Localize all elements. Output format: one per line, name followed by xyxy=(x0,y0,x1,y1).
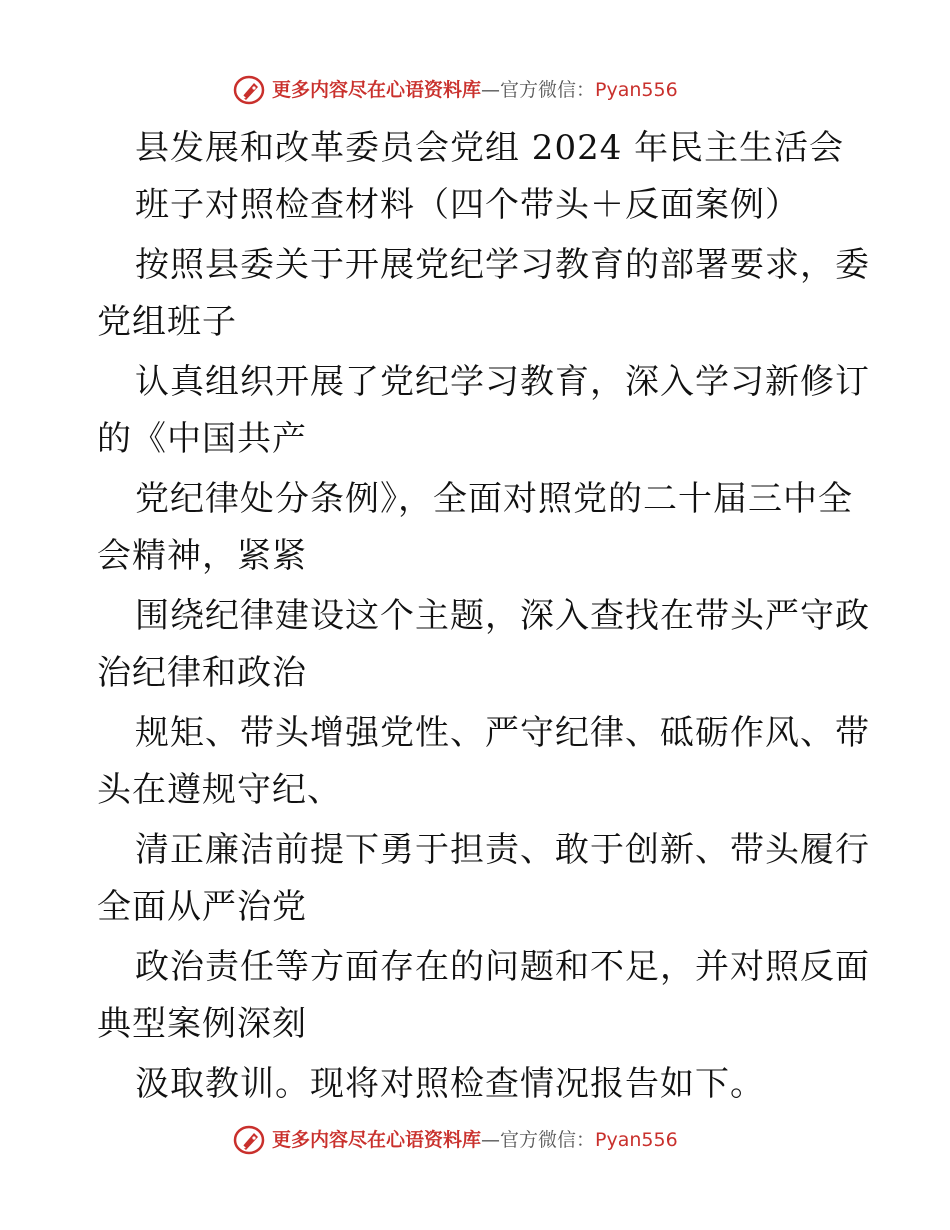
paragraph-line: 全面从严治党 xyxy=(97,887,307,927)
footer-watermark xyxy=(232,1125,678,1155)
pen-nib-circle-icon xyxy=(232,75,268,105)
paragraph-line: 清正廉洁前提下勇于担责、敢于创新、带头履行 xyxy=(135,830,870,870)
paragraph-line: 认真组织开展了党纪学习教育，深入学习新修订 xyxy=(135,362,870,402)
title-line-2: 班子对照检查材料（四个带头＋反面案例） xyxy=(135,185,800,225)
paragraph-line: 的《中国共产 xyxy=(97,419,307,459)
watermark-sub-text: 官方微信： xyxy=(500,79,596,101)
pen-nib-circle-icon xyxy=(232,1125,268,1155)
paragraph-line: 政治责任等方面存在的问题和不足，并对照反面 xyxy=(135,947,870,987)
watermark-separator: — xyxy=(481,1129,501,1151)
paragraph-line: 汲取教训。现将对照检查情况报告如下。 xyxy=(135,1064,765,1104)
watermark-wechat-id: Pyan556 xyxy=(595,79,678,101)
title-line-1: 县发展和改革委员会党组 2024 年民主生活会 xyxy=(135,128,845,168)
paragraph-line: 典型案例深刻 xyxy=(97,1004,307,1044)
paragraph-line: 治纪律和政治 xyxy=(97,653,307,693)
watermark-wechat-id: Pyan556 xyxy=(595,1129,678,1151)
paragraph-line: 会精神，紧紧 xyxy=(97,536,307,576)
watermark-main-text: 更多内容尽在心语资料库 xyxy=(272,1129,482,1151)
paragraph-line: 围绕纪律建设这个主题，深入查找在带头严守政 xyxy=(135,596,870,636)
paragraph-line: 头在遵规守纪、 xyxy=(97,770,342,810)
paragraph-line: 规矩、带头增强党性、严守纪律、砥砺作风、带 xyxy=(135,713,870,753)
watermark-main-text: 更多内容尽在心语资料库 xyxy=(272,79,482,101)
watermark-separator: — xyxy=(481,79,501,101)
paragraph-line: 按照县委关于开展党纪学习教育的部署要求，委 xyxy=(135,245,870,285)
header-watermark xyxy=(232,75,678,105)
watermark-sub-text: 官方微信： xyxy=(500,1129,596,1151)
paragraph-line: 党纪律处分条例》，全面对照党的二十届三中全 xyxy=(135,479,853,519)
paragraph-line: 党组班子 xyxy=(97,302,237,342)
